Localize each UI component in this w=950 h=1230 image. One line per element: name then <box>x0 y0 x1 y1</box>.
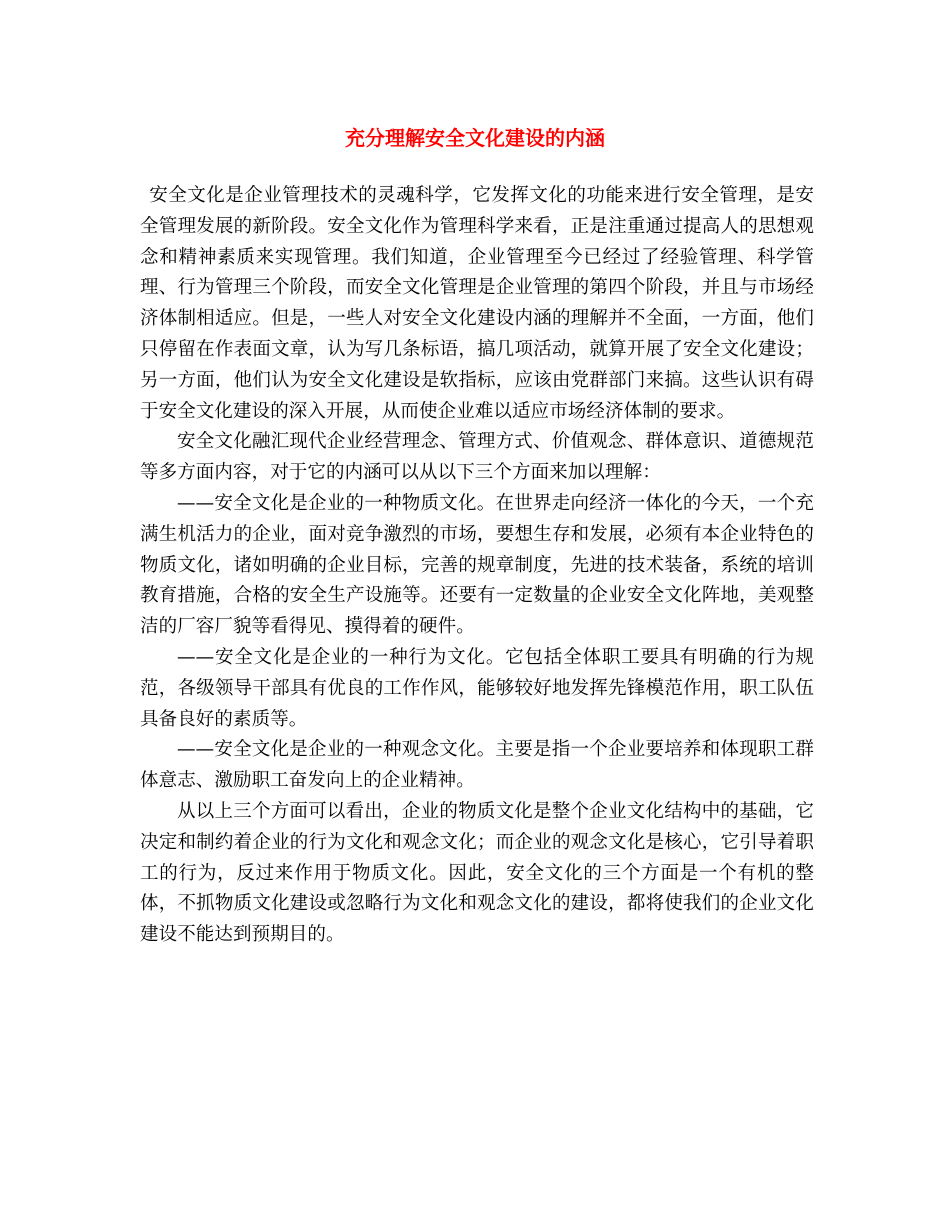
paragraph-behavior-culture: ——安全文化是企业的一种行为文化。它包括全体职工要具有明确的行为规范，各级领导干部具有优良的工作作风，能够较好地发挥先锋模范作用，职工队伍具备良好的素质等。 <box>140 646 814 730</box>
document-title: 充分理解安全文化建设的内涵 <box>345 126 605 150</box>
paragraph-overview: 安全文化融汇现代企业经营理念、管理方式、价值观念、群体意识、道德规范等多方面内容，对于它的内涵可以从以下三个方面来加以理解： <box>140 431 814 484</box>
paragraph-material-culture: ——安全文化是企业的一种物质文化。在世界走向经济一体化的今天，一个充满生机活力的企业，面对竞争激烈的市场，要想生存和发展，必须有本企业特色的物质文化，诸如明确的企业目标，完善的规章制度，先进的技术装备，系统的培训教育措施，合格的安全生产设施等。还要有一定数量的企业安全文化阵地，美观整洁的厂容厂貌等看得见、摸得着的硬件。 <box>140 492 814 638</box>
paragraph-conclusion: 从以上三个方面可以看出，企业的物质文化是整个企业文化结构中的基础，它决定和制约着企业的行为文化和观念文化；而企业的观念文化是核心，它引导着职工的行为，反过来作用于物质文化。因此，安全文化的三个方面是一个有机的整体，不抓物质文化建设或忽略行为文化和观念文化的建设，都将使我们的企业文化建设不能达到预期目的。 <box>140 800 814 946</box>
paragraph-concept-culture: ——安全文化是企业的一种观念文化。主要是指一个企业要培养和体现职工群体意志、激励职工奋发向上的企业精神。 <box>140 739 814 792</box>
document-body <box>140 181 814 951</box>
paragraph-intro: 安全文化是企业管理技术的灵魂科学，它发挥文化的功能来进行安全管理，是安全管理发展的新阶段。安全文化作为管理科学来看，正是注重通过提高人的思想观念和精神素质来实现管理。我们知道，企业管理至今已经过了经验管理、科学管理、行为管理三个阶段，而安全文化管理是企业管理的第四个阶段，并且与市场经济体制相适应。但是，一些人对安全文化建设内涵的理解并不全面，一方面，他们只停留在作表面文章，认为写几条标语，搞几项活动，就算开展了安全文化建设；另一方面，他们认为安全文化建设是软指标，应该由党群部门来搞。这些认识有碍于安全文化建设的深入开展，从而使企业难以适应市场经济体制的要求。 <box>140 185 814 422</box>
